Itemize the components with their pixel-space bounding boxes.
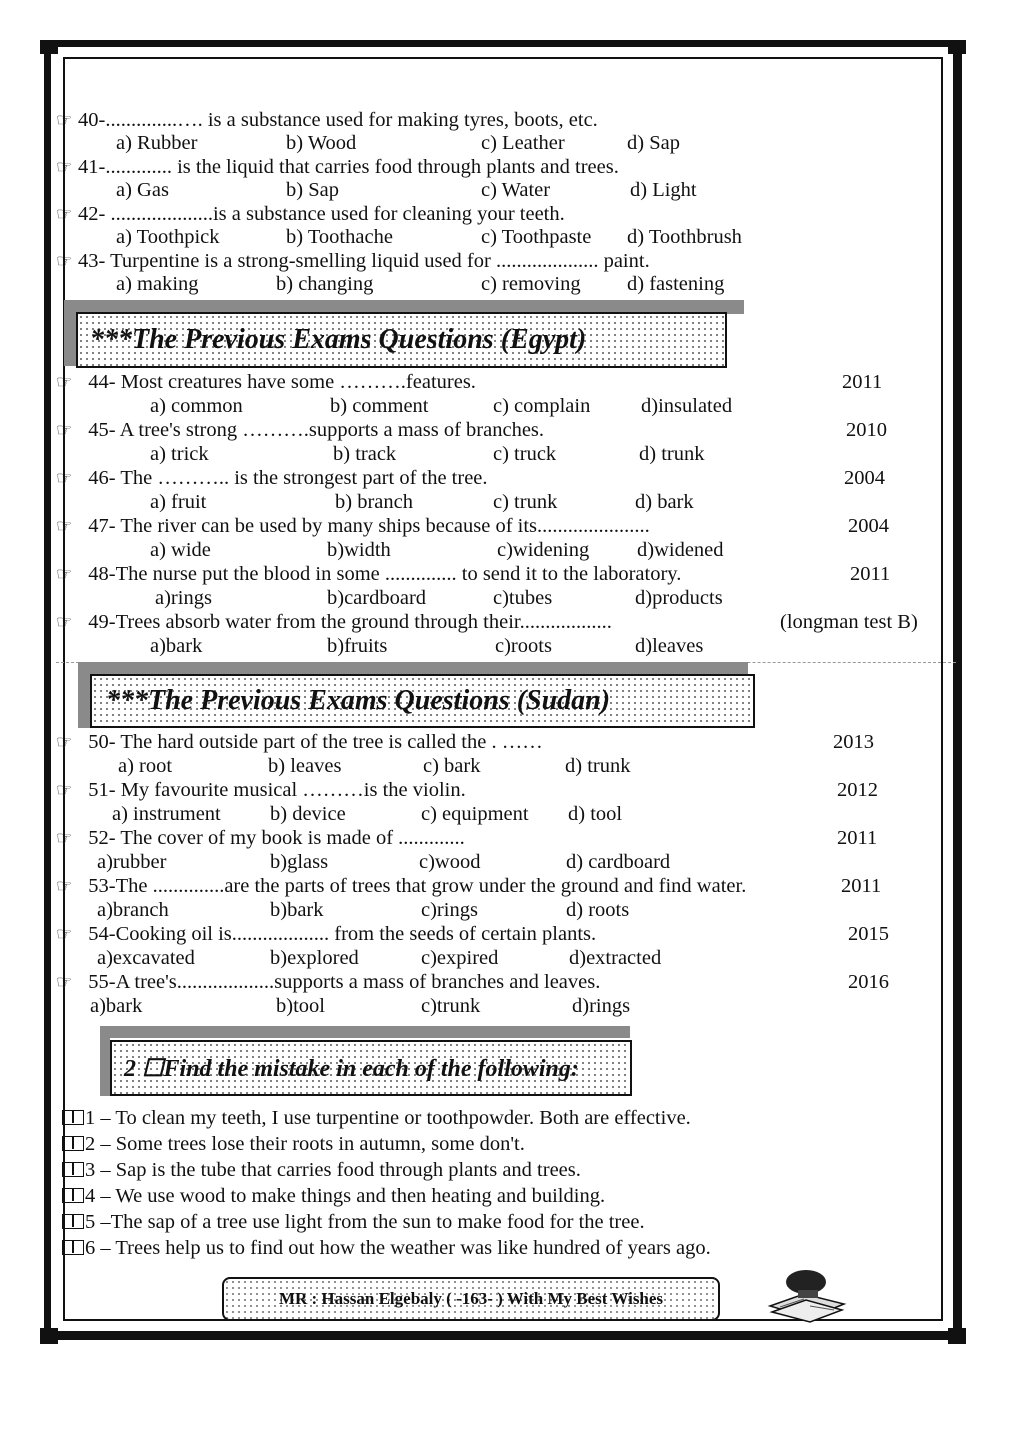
exam-year: 2011 bbox=[850, 563, 891, 585]
exam-year: 2012 bbox=[837, 779, 878, 801]
open-book-icon bbox=[62, 1188, 84, 1203]
options-40 bbox=[0, 131, 1024, 155]
option-b: b)explored bbox=[270, 947, 359, 969]
question-41 bbox=[56, 155, 619, 179]
question-45 bbox=[56, 418, 544, 442]
question-47 bbox=[56, 514, 650, 538]
mistake-item bbox=[62, 1210, 645, 1234]
section-banner-egypt bbox=[76, 312, 727, 368]
options-49 bbox=[0, 634, 1024, 658]
option-b: b)bark bbox=[270, 899, 324, 921]
option-a: a) Rubber bbox=[116, 132, 198, 154]
banner-shadow bbox=[64, 300, 76, 366]
option-d: d) cardboard bbox=[566, 851, 671, 873]
options-44 bbox=[0, 394, 1024, 418]
option-d: d) Light bbox=[630, 179, 697, 201]
mistake-item bbox=[62, 1236, 711, 1260]
section-title: 2 ☐Find the mistake in each of the following: bbox=[124, 1056, 579, 1082]
question-text: 45- A tree's strong ……….supports a mass of branches. bbox=[88, 419, 545, 441]
question-text: 46- The ……….. is the strongest part of the tree. bbox=[88, 467, 488, 489]
question-42 bbox=[56, 202, 565, 226]
question-51 bbox=[56, 778, 466, 802]
section-banner-sudan bbox=[90, 674, 755, 728]
option-b: b) Toothache bbox=[286, 226, 393, 248]
question-text: 51- My favourite musical ………is the violin. bbox=[88, 779, 466, 801]
option-d: d)insulated bbox=[641, 395, 733, 417]
question-40 bbox=[56, 108, 598, 132]
question-text: 40-..............…. is a substance used for making tyres, boots, etc. bbox=[78, 109, 598, 131]
option-b: b) Wood bbox=[286, 132, 357, 154]
option-d: d) trunk bbox=[565, 755, 631, 777]
options-43 bbox=[0, 272, 1024, 296]
pointing-hand-icon: ☞ bbox=[56, 972, 73, 992]
option-a: a) trick bbox=[150, 443, 209, 465]
option-c: c) bark bbox=[423, 755, 481, 777]
option-c: c) Leather bbox=[481, 132, 565, 154]
question-text: 53-The ..............are the parts of trees that grow under the ground and find water. bbox=[88, 875, 747, 897]
option-d: d) Toothbrush bbox=[627, 226, 742, 248]
option-a: a) Gas bbox=[116, 179, 169, 201]
mistake-text: 2 – Some trees lose their roots in autumn, some don't. bbox=[85, 1133, 525, 1155]
pointing-hand-icon: ☞ bbox=[56, 780, 73, 800]
option-a: a) instrument bbox=[112, 803, 221, 825]
section-banner-mistake bbox=[110, 1040, 632, 1096]
question-text: 49-Trees absorb water from the ground through their.................. bbox=[88, 611, 612, 633]
question-text: 44- Most creatures have some ……….features. bbox=[88, 371, 476, 393]
option-b: b) branch bbox=[335, 491, 413, 513]
pointing-hand-icon: ☞ bbox=[56, 204, 73, 224]
section-title: ***The Previous Exams Questions (Sudan) bbox=[106, 685, 611, 716]
option-b: b)width bbox=[327, 539, 391, 561]
option-d: d) fastening bbox=[627, 273, 725, 295]
footer-credit bbox=[222, 1277, 720, 1321]
question-text: 54-Cooking oil is................... from the seeds of certain plants. bbox=[88, 923, 597, 945]
books-stack-icon bbox=[760, 1266, 850, 1324]
pointing-hand-icon: ☞ bbox=[56, 564, 73, 584]
exam-year: (longman test B) bbox=[780, 611, 918, 633]
section-title: ***The Previous Exams Questions (Egypt) bbox=[90, 324, 587, 355]
open-book-icon bbox=[62, 1162, 84, 1177]
question-48 bbox=[56, 562, 681, 586]
question-54 bbox=[56, 922, 596, 946]
options-50 bbox=[0, 754, 1024, 778]
question-49 bbox=[56, 610, 612, 634]
option-d: d) trunk bbox=[639, 443, 705, 465]
open-book-icon bbox=[62, 1136, 84, 1151]
question-52 bbox=[56, 826, 465, 850]
option-c: c) truck bbox=[493, 443, 557, 465]
open-book-icon bbox=[62, 1214, 84, 1229]
option-b: b) comment bbox=[330, 395, 429, 417]
option-d: d) bark bbox=[635, 491, 694, 513]
options-53 bbox=[0, 898, 1024, 922]
options-52 bbox=[0, 850, 1024, 874]
pointing-hand-icon: ☞ bbox=[56, 251, 73, 271]
pointing-hand-icon: ☞ bbox=[56, 828, 73, 848]
option-c: c) removing bbox=[481, 273, 581, 295]
pointing-hand-icon: ☞ bbox=[56, 516, 73, 536]
question-50 bbox=[56, 730, 543, 754]
option-d: d) tool bbox=[568, 803, 623, 825]
options-45 bbox=[0, 442, 1024, 466]
question-55 bbox=[56, 970, 600, 994]
pointing-hand-icon: ☞ bbox=[56, 157, 73, 177]
option-a: a) common bbox=[150, 395, 243, 417]
option-d: d)widened bbox=[637, 539, 724, 561]
option-b: b) device bbox=[270, 803, 346, 825]
option-c: c) complain bbox=[493, 395, 591, 417]
option-b: b) changing bbox=[276, 273, 374, 295]
question-43 bbox=[56, 249, 650, 273]
question-53 bbox=[56, 874, 746, 898]
pointing-hand-icon: ☞ bbox=[56, 468, 73, 488]
question-text: 55-A tree's...................supports a mass of branches and leaves. bbox=[88, 971, 601, 993]
options-55 bbox=[0, 994, 1024, 1018]
question-text: 52- The cover of my book is made of ............. bbox=[88, 827, 465, 849]
mistake-text: 3 – Sap is the tube that carries food through plants and trees. bbox=[85, 1159, 581, 1181]
option-b: b)cardboard bbox=[327, 587, 427, 609]
pointing-hand-icon: ☞ bbox=[56, 732, 73, 752]
options-42 bbox=[0, 225, 1024, 249]
option-b: b) Sap bbox=[286, 179, 339, 201]
option-d: d) roots bbox=[566, 899, 630, 921]
option-a: a)bark bbox=[150, 635, 203, 657]
option-c: c) equipment bbox=[421, 803, 529, 825]
options-41 bbox=[0, 178, 1024, 202]
options-46 bbox=[0, 490, 1024, 514]
options-54 bbox=[0, 946, 1024, 970]
option-b: b)tool bbox=[276, 995, 325, 1017]
option-d: d)extracted bbox=[569, 947, 662, 969]
option-c: c)rings bbox=[421, 899, 478, 921]
option-a: a)rings bbox=[155, 587, 212, 609]
option-a: a) making bbox=[116, 273, 199, 295]
exam-year: 2013 bbox=[833, 731, 874, 753]
option-c: c) Toothpaste bbox=[481, 226, 592, 248]
option-b: b) leaves bbox=[268, 755, 342, 777]
pointing-hand-icon: ☞ bbox=[56, 612, 73, 632]
question-44 bbox=[56, 370, 476, 394]
options-48 bbox=[0, 586, 1024, 610]
option-c: c)tubes bbox=[493, 587, 553, 609]
mistake-text: 5 –The sap of a tree use light from the sun to make food for the tree. bbox=[85, 1211, 645, 1233]
option-a: a) Toothpick bbox=[116, 226, 220, 248]
option-c: c)trunk bbox=[421, 995, 481, 1017]
question-text: 43- Turpentine is a strong-smelling liquid used for .................... paint. bbox=[78, 250, 650, 272]
open-book-icon bbox=[62, 1110, 84, 1125]
banner-shadow bbox=[78, 662, 90, 728]
option-a: a)rubber bbox=[97, 851, 167, 873]
question-46 bbox=[56, 466, 488, 490]
pointing-hand-icon: ☞ bbox=[56, 924, 73, 944]
option-a: a) wide bbox=[150, 539, 211, 561]
mistake-text: 4 – We use wood to make things and then heating and building. bbox=[85, 1185, 606, 1207]
mistake-item bbox=[62, 1106, 691, 1130]
mistake-item bbox=[62, 1184, 605, 1208]
option-c: c)wood bbox=[419, 851, 481, 873]
option-d: d)rings bbox=[572, 995, 631, 1017]
option-c: c)widening bbox=[497, 539, 590, 561]
exam-year: 2016 bbox=[848, 971, 889, 993]
option-a: a)bark bbox=[90, 995, 143, 1017]
question-text: 42- ....................is a substance used for cleaning your teeth. bbox=[78, 203, 565, 225]
exam-year: 2011 bbox=[841, 875, 882, 897]
option-d: d)leaves bbox=[635, 635, 704, 657]
option-a: a)branch bbox=[97, 899, 169, 921]
banner-shadow bbox=[100, 1026, 110, 1096]
open-book-icon bbox=[62, 1240, 84, 1255]
exam-year: 2011 bbox=[837, 827, 878, 849]
question-text: 41-............. is the liquid that carries food through plants and trees. bbox=[78, 156, 619, 178]
option-c: c)roots bbox=[495, 635, 552, 657]
options-51 bbox=[0, 802, 1024, 826]
option-a: a)excavated bbox=[97, 947, 195, 969]
option-a: a) root bbox=[118, 755, 173, 777]
option-c: c) trunk bbox=[493, 491, 558, 513]
pointing-hand-icon: ☞ bbox=[56, 876, 73, 896]
option-b: b)glass bbox=[270, 851, 329, 873]
question-text: 47- The river can be used by many ships because of its...................... bbox=[88, 515, 650, 537]
option-c: c) Water bbox=[481, 179, 551, 201]
exam-year: 2015 bbox=[848, 923, 889, 945]
pointing-hand-icon: ☞ bbox=[56, 420, 73, 440]
option-c: c)expired bbox=[421, 947, 499, 969]
footer-text: MR : Hassan Elgebaly ( -163- ) With My Best Wishes bbox=[278, 1289, 664, 1308]
mistake-item bbox=[62, 1132, 525, 1156]
option-b: b)fruits bbox=[327, 635, 388, 657]
mistake-item bbox=[62, 1158, 581, 1182]
option-b: b) track bbox=[333, 443, 397, 465]
exam-year: 2010 bbox=[846, 419, 887, 441]
exam-year: 2011 bbox=[842, 371, 883, 393]
pointing-hand-icon: ☞ bbox=[56, 110, 73, 130]
question-text: 48-The nurse put the blood in some .............. to send it to the laboratory. bbox=[88, 563, 682, 585]
option-d: d) Sap bbox=[627, 132, 680, 154]
pointing-hand-icon: ☞ bbox=[56, 372, 73, 392]
option-a: a) fruit bbox=[150, 491, 207, 513]
exam-year: 2004 bbox=[844, 467, 885, 489]
question-text: 50- The hard outside part of the tree is called the . …… bbox=[88, 731, 543, 753]
mistake-text: 1 – To clean my teeth, I use turpentine or toothpowder. Both are effective. bbox=[85, 1107, 691, 1129]
exam-year: 2004 bbox=[848, 515, 889, 537]
option-d: d)products bbox=[635, 587, 723, 609]
mistake-text: 6 – Trees help us to find out how the weather was like hundred of years ago. bbox=[85, 1237, 711, 1259]
banner-shadow bbox=[100, 1026, 630, 1038]
options-47 bbox=[0, 538, 1024, 562]
